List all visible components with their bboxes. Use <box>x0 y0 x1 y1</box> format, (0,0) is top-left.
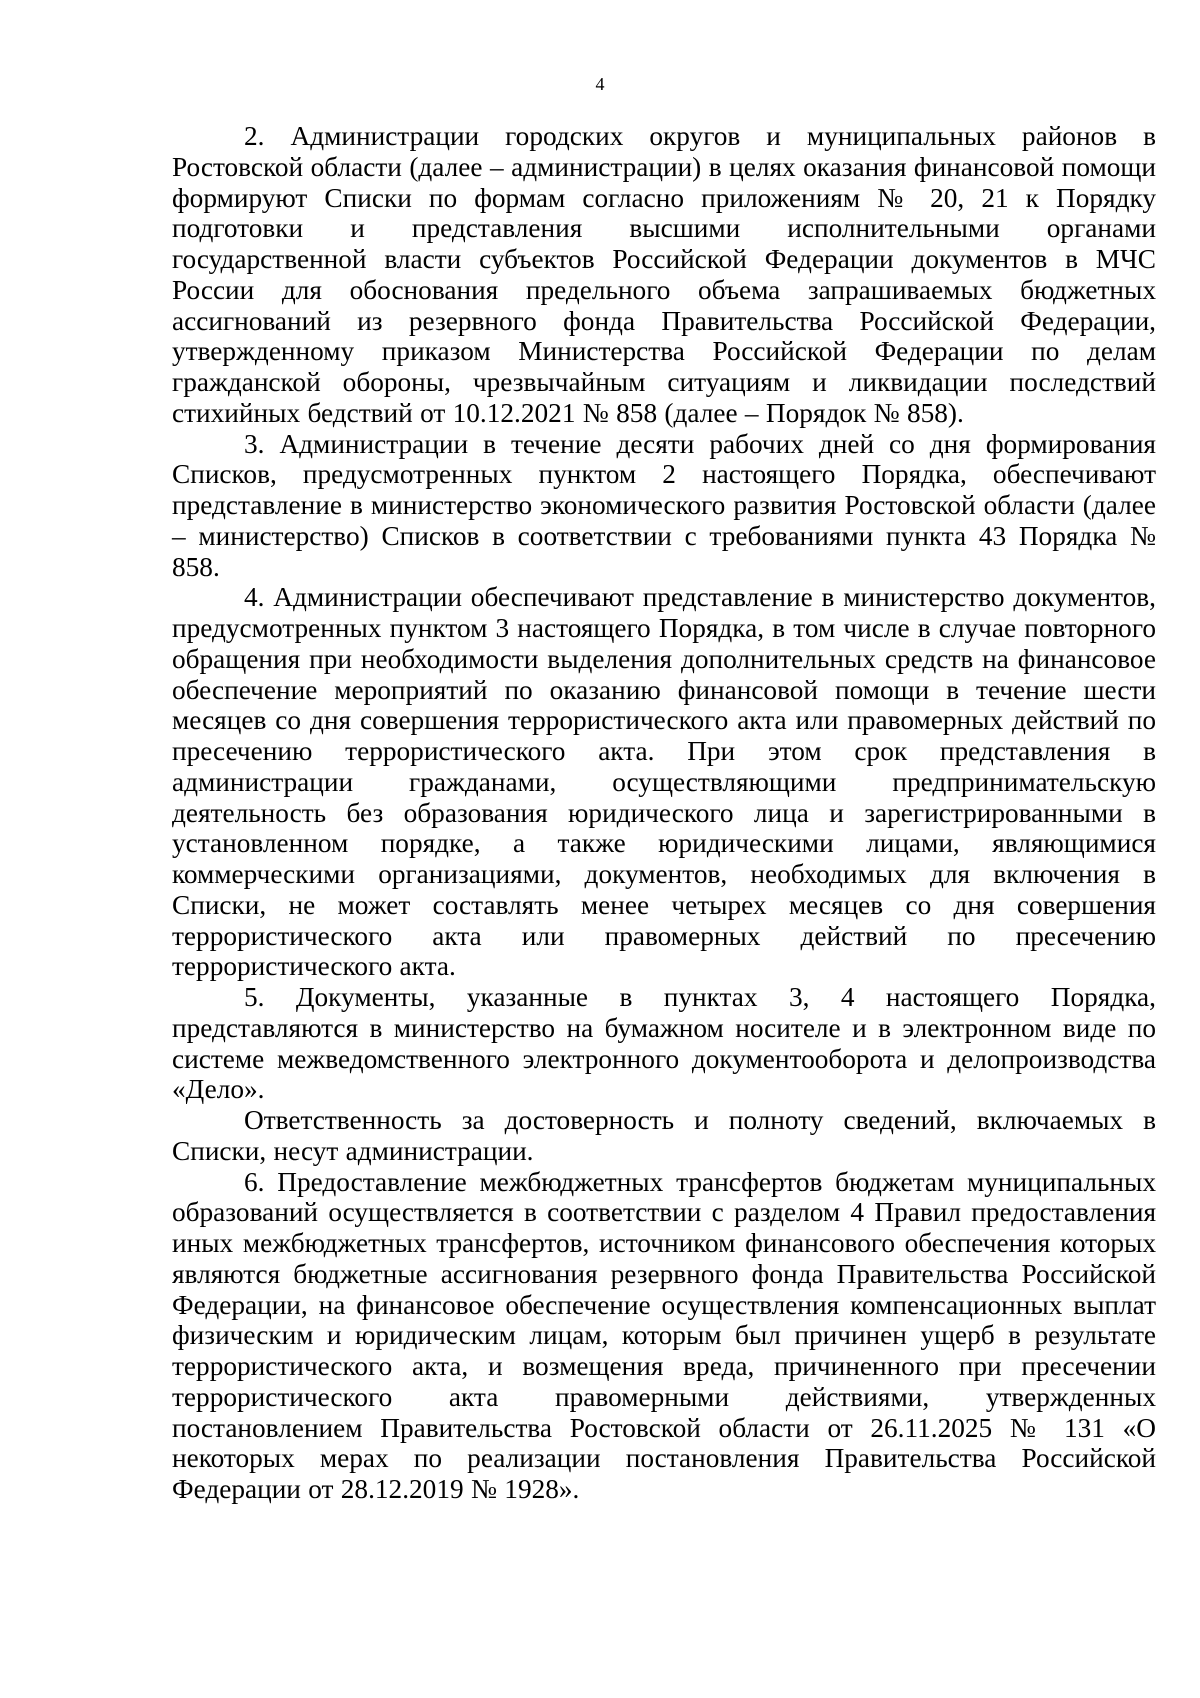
paragraph-3: 3. Администрации в течение десяти рабочих дней со дня формирования Списков, предусмотренных пунктом 2 настоящего Порядка, обеспечивают представление в министерство экономического развития Ростовской области (далее – министерство) Списков в соответствии с требованиями пункта 43 Порядка № 858. <box>172 428 1156 582</box>
paragraph-responsibility: Ответственность за достоверность и полноту сведений, включаемых в Списки, несут администрации. <box>172 1105 1156 1166</box>
paragraph-4: 4. Администрации обеспечивают представление в министерство документов, предусмотренных пунктом 3 настоящего Порядка, в том числе в случае повторного обращения при необходимости выделения дополнительных средств на финансовое обеспечение мероприятий по оказанию финансовой помощи в течение шести месяцев со дня совершения террористического акта или правомерных действий по пресечению террористического акта. При этом срок представления в администрации гражданами, осуществляющими предпринимательскую деятельность без образования юридического лица и зарегистрированными в установленном порядке, а также юридическими лицами, являющимися коммерческими организациями, документов, необходимых для включения в Списки, не может составлять менее четырех месяцев со дня совершения террористического акта или правомерных действий по пресечению террористического акта. <box>172 582 1156 982</box>
paragraph-6: 6. Предоставление межбюджетных трансфертов бюджетам муниципальных образований осуществляется в соответствии с разделом 4 Правил предоставления иных межбюджетных трансфертов, источником финансового обеспечения которых являются бюджетные ассигнования резервного фонда Правительства Российской Федерации, на финансовое обеспечение осуществления компенсационных выплат физическим и юридическим лицам, которым был причинен ущерб в результате террористического акта, и возмещения вреда, причиненного при пресечении террористического акта правомерными действиями, утвержденных постановлением Правительства Ростовской области от 26.11.2025 № 131 «О некоторых мерах по реализации постановления Правительства Российской Федерации от 28.12.2019 № 1928». <box>172 1166 1156 1504</box>
page-number: 4 <box>595 74 605 94</box>
paragraph-2: 2. Администрации городских округов и муниципальных районов в Ростовской области (далее – администрации) в целях оказания финансовой помощи формируют Списки по формам согласно приложениям № 20, 21 к Порядку подготовки и представления высшими исполнительными органами государственной власти субъектов Российской Федерации документов в МЧС России для обоснования предельного объема запрашиваемых бюджетных ассигнований из резервного фонда Правительства Российской Федерации, утвержденному приказом Министерства Российской Федерации по делам гражданской обороны, чрезвычайным ситуациям и ликвидации последствий стихийных бедствий от 10.12.2021 № 858 (далее – Порядок № 858). <box>172 121 1156 428</box>
document-body <box>172 121 1156 1505</box>
paragraph-5: 5. Документы, указанные в пунктах 3, 4 настоящего Порядка, представляются в министерство на бумажном носителе и в электронном виде по системе межведомственного электронного документооборота и делопроизводства «Дело». <box>172 982 1156 1105</box>
